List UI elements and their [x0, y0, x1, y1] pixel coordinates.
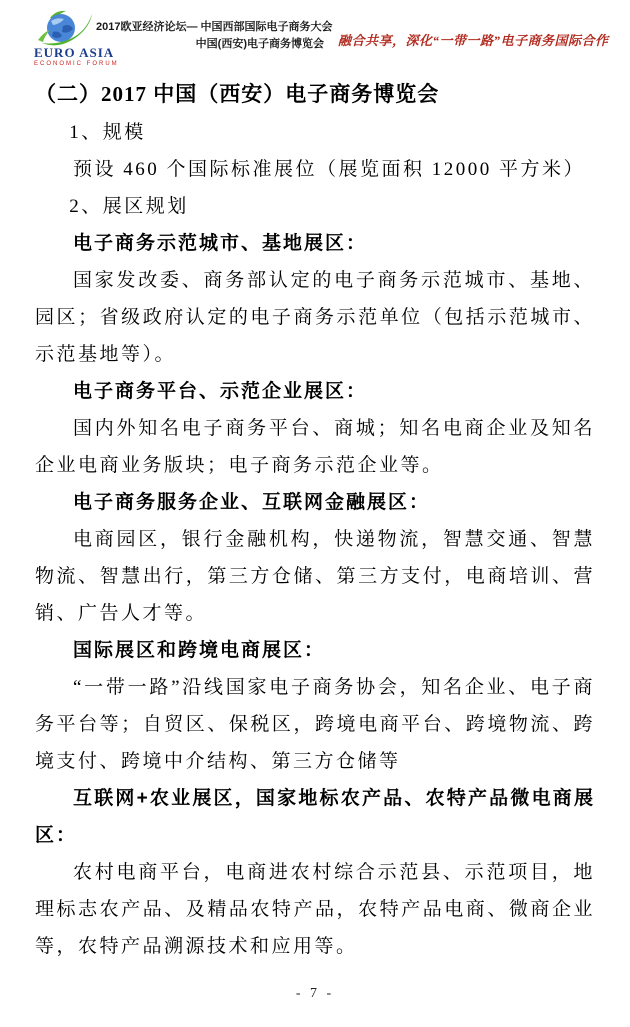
paragraph: 电商园区，银行金融机构，快递物流，智慧交通、智慧物流、智慧出行，第三方仓储、第三方支付，电商培训、营销、广告人才等。 — [35, 529, 595, 624]
org-line-1: 2017欧亚经济论坛— 中国西部国际电子商务大会 — [96, 21, 333, 33]
header-org-lines — [96, 19, 333, 53]
document-blocks — [35, 114, 595, 965]
section-heading: 国际展区和跨境电商展区： — [73, 640, 326, 661]
document-body — [35, 74, 595, 965]
numbered-item: 1、规模 — [69, 122, 146, 143]
globe-logo-icon — [36, 10, 94, 50]
section-heading: 电子商务服务企业、互联网金融展区： — [73, 492, 431, 513]
paragraph: “一带一路”沿线国家电子商务协会，知名企业、电子商务平台等；自贸区、保税区，跨境电商平台、跨境物流、跨境支付、跨境中介结构、第三方仓储等 — [35, 677, 595, 772]
logo-title: EURO ASIA — [34, 45, 115, 60]
logo-subtitle: ECONOMIC FORUM — [34, 61, 119, 67]
section-heading: 互联网+农业展区，国家地标农产品、农特产品微电商展区： — [35, 788, 595, 846]
section-heading: 电子商务平台、示范企业展区： — [73, 381, 368, 402]
paragraph: 预设 460 个国际标准展位（展览面积 12000 平方米） — [73, 159, 586, 180]
org-line-2: 中国(西安)电子商务博览会 — [195, 38, 324, 50]
paragraph: 农村电商平台，电商进农村综合示范县、示范项目，地理标志农产品、及精品农特产品，农特产品电商、微商企业等，农特产品溯源技术和应用等。 — [35, 862, 595, 957]
paragraph: 国内外知名电子商务平台、商城；知名电商企业及知名企业电商业务版块；电子商务示范企业等。 — [35, 418, 595, 476]
section-title: （二）2017 中国（西安）电子商务博览会 — [35, 82, 440, 106]
page-header — [0, 0, 630, 72]
numbered-item: 2、展区规划 — [69, 196, 189, 217]
section-heading: 电子商务示范城市、基地展区： — [73, 233, 368, 254]
page-footer — [0, 986, 630, 1002]
paragraph: 国家发改委、商务部认定的电子商务示范城市、基地、园区；省级政府认定的电子商务示范单位（包括示范城市、示范基地等）。 — [35, 270, 595, 365]
page-number: - 7 - — [295, 986, 335, 1001]
header-slogan: 融合共享，深化“一带一路”电子商务国际合作 — [338, 33, 609, 48]
